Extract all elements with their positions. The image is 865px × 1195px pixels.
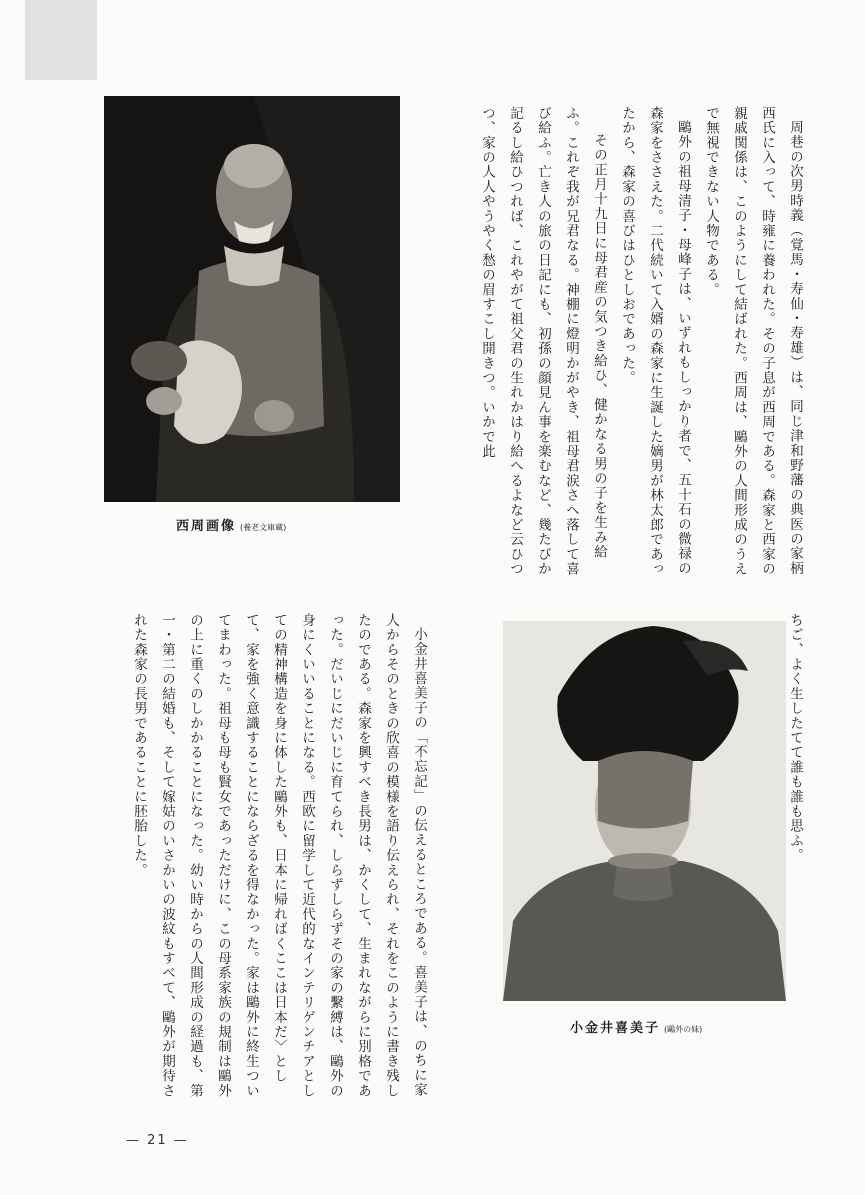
paragraph: 小金井喜美子の「不忘記」の伝えるところである。喜美子は、のちに家人からそのときの欣喜の模様を語り伝えられ、それをこのように書き残したのである。森家を興すべき長男は、かくして、生まれながらに別格であった。だいじにだいじに育てられ、しらずしらずその家の繫縛は、鷗外の身にくいいることになる。西欧に留学して近代的なインテリゲンチアとしての精神構造を身に体した鷗外も、日本に帰ればくここは日本だ〉として、家を強く意識することにならざるを得なかった。家は鷗外に終生ついてまわった。祖母も母も賢女であっただけに、この母系家族の規制は鷗外の上に重くのしかかることになった。幼い時からの人間形成の経過も、第一・第二の結婚も、そして嫁姑のいさかいの波紋もすべて、鷗外が期待された森家の長男であることに胚胎した。 [131,613,427,1099]
nishi-portrait-caption [176,515,286,534]
quoted-paragraph: その正月十九日に母君産の気つき給ひ、健かなる男の子を生み給ふ。これぞ我が兄君なる。神棚に燈明かがやき、祖母君涙さへ落して喜び給ふ。亡き人の旅の日記にも、初孫の顔見ん事を楽むなど、幾たびか記るし給ひつれば、これやがて祖父君の生れかはり給へるよなど云ひつつ、家の人人やうやく愁の眉すこし開きつ。いかで此 [479,106,607,577]
kimiko-photo-caption [570,1017,702,1036]
caption-note: (鷗外の妹) [664,1025,703,1034]
nishi-amane-portrait [104,96,400,502]
caption-title: 小金井喜美子 [570,1021,661,1036]
page-number: — 21 — [126,1133,189,1148]
caption-title: 西周画像 [176,519,237,534]
page-corner-tab [25,0,97,80]
text-column-upper [397,106,809,584]
paragraph: 周巷の次男時義（覚馬・寿仙・寿雄）は、同じ津和野藩の典医の家柄西氏に入って、時雍に養われた。その子息が西周である。森家と西家の親戚関係は、このようにして結ばれた。西周は、鷗外の人間形成のうえで無視できない人物である。 [703,106,803,577]
quote-continuation [773,613,809,921]
paragraph: 鷗外の祖母清子・母峰子は、いずれもしっかり者で、五十石の微禄の森家をささえた。二代続いて入婿の森家に生誕した嫡男が林太郎であったから、森家の喜びはひとしおであった。 [619,106,691,577]
koganei-kimiko-photo [503,621,786,1001]
caption-note: (養老文庫蔵) [240,523,287,532]
paragraph: ちご、よく生したてて誰も誰も思ふ。 [787,613,803,863]
text-column-lower [113,613,433,1105]
